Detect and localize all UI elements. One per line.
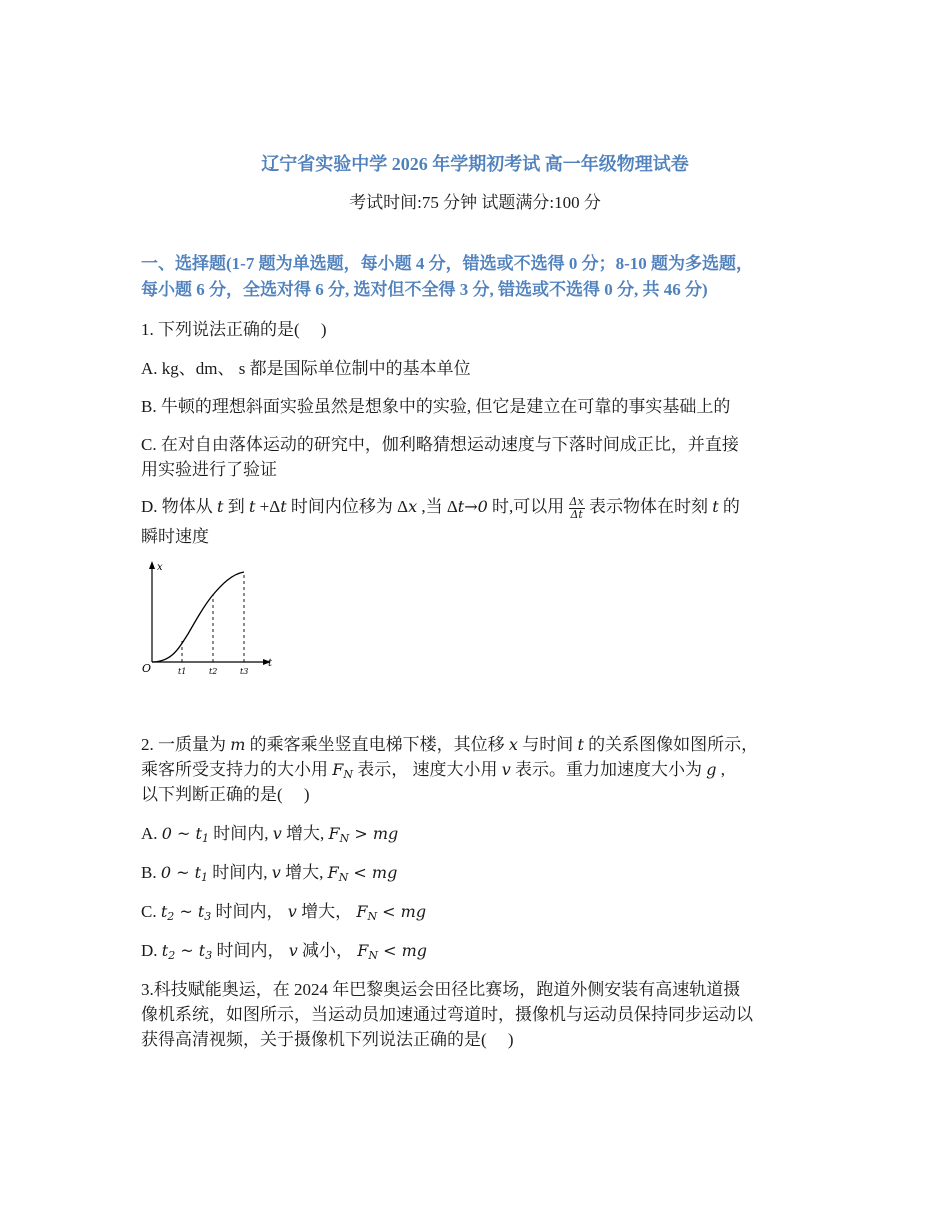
q1-d-text: D. 物体从: [141, 497, 218, 516]
option-math: t: [197, 902, 205, 921]
q1-d-math: t: [280, 497, 287, 516]
q1-option-c-line2: 用实验进行了验证: [141, 460, 277, 479]
graph-x-label: t: [268, 658, 273, 669]
q1-d-text: 表示物体在时刻: [584, 497, 713, 516]
option-math: v: [288, 941, 298, 960]
q2-option-c: [141, 897, 426, 923]
fraction-denominator: Δt: [570, 507, 583, 521]
q1-option-c-line1: C. 在对自由落体运动的研究中，伽利略猜想运动速度与下落时间成正比，并直接: [141, 435, 739, 454]
q2-math: x: [508, 735, 518, 754]
option-text: 增大，: [296, 902, 357, 921]
q1-d-math: t: [248, 497, 256, 516]
q1-d-text: +Δ: [255, 497, 281, 516]
option-math-sub: 1: [201, 832, 209, 845]
graph-y-arrow: [149, 561, 155, 569]
q3-stem-line1: 3.科技赋能奥运，在 2024 年巴黎奥运会田径比赛场，跑道外侧安装有高速轨道摄: [141, 980, 741, 999]
q2-text: 与时间: [517, 735, 578, 754]
q2-option-b: [141, 858, 397, 884]
option-math: 0 ~: [161, 824, 196, 843]
q2-text: ,: [716, 760, 726, 779]
section-heading: [141, 251, 841, 303]
q1-d-text: 到: [223, 497, 249, 516]
option-math-sub: N: [368, 949, 379, 962]
option-math: < mg: [348, 863, 398, 882]
q3-stem-line3: 获得高清视频，关于摄像机下列说法正确的是( ): [141, 1030, 514, 1049]
q2-math: F: [332, 760, 344, 779]
q2-stem-line3: 以下判断正确的是( ): [141, 785, 310, 804]
option-math: < mg: [378, 941, 428, 960]
graph-y-label: x: [157, 562, 163, 573]
option-math-sub: N: [367, 910, 378, 923]
section-heading-line2: 每小题 6 分，全选对得 6 分, 选对但不全得 3 分, 错选或不选得 0 分, 共 46 分): [141, 280, 708, 299]
q1-d-math: t→0: [457, 497, 488, 516]
option-math: v: [272, 824, 282, 843]
q2-math: v: [501, 760, 511, 779]
q1-option-b: B. 牛顿的理想斜面实验虽然是想象中的实验, 但它是建立在可靠的事实基础上的: [141, 397, 731, 416]
q1-d-text: 的: [718, 497, 740, 516]
option-math: F: [328, 824, 340, 843]
graph-tick-t3: t3: [240, 667, 249, 676]
q2-text: 表示， 速度大小用: [352, 760, 502, 779]
exam-title: 辽宁省实验中学 2026 年学期初考试 高一年级物理试卷: [261, 154, 689, 174]
q1-stem: 1. 下列说法正确的是( ): [141, 320, 327, 339]
q2-math-sub: N: [343, 768, 353, 781]
option-text: 时间内,: [208, 863, 272, 882]
option-math: t: [160, 902, 168, 921]
option-math: t: [198, 941, 206, 960]
graph-origin: O: [142, 662, 152, 675]
q1-d-text: 时,可以用: [487, 497, 569, 516]
option-math-sub: 2: [167, 910, 175, 923]
option-math-sub: N: [339, 832, 350, 845]
option-text: 增大,: [280, 863, 328, 882]
option-math: < mg: [377, 902, 427, 921]
q2-option-a: [141, 819, 398, 845]
option-math: v: [287, 902, 297, 921]
q1-d-math: t: [712, 497, 719, 516]
option-math: t: [194, 863, 202, 882]
graph-tick-t2: t2: [209, 667, 218, 676]
q2-math: g: [706, 760, 717, 779]
q2-math: m: [230, 735, 246, 754]
q2-text: 乘客所受支持力的大小用: [141, 760, 333, 779]
option-text: 减小，: [297, 941, 358, 960]
option-letter: D.: [141, 941, 162, 960]
section-heading-line1: 一、选择题(1-7 题为单选题，每小题 4 分，错选或不选得 0 分；8-10 题为多选题，: [141, 254, 753, 273]
option-math: t: [161, 941, 169, 960]
exam-subtitle: 考试时间:75 分钟 试题满分:100 分: [349, 193, 601, 212]
graph-curve: [152, 572, 244, 662]
q3-stem-line2: 像机系统，如图所示，当运动员加速通过弯道时，摄像机与运动员保持同步运动以: [141, 1005, 753, 1024]
q2-option-d: [141, 936, 427, 962]
option-math-sub: 3: [204, 910, 212, 923]
option-math: ~: [174, 902, 198, 921]
q2-text: 表示。重力加速度大小为: [510, 760, 707, 779]
option-math: v: [271, 863, 281, 882]
option-letter: A.: [141, 824, 162, 843]
q1-option-d-line2: 瞬时速度: [141, 527, 209, 546]
option-text: 时间内，: [211, 902, 288, 921]
option-math-sub: 2: [168, 949, 176, 962]
graph-tick-t1: t1: [178, 667, 187, 676]
option-text: 时间内，: [212, 941, 289, 960]
q1-d-text: ,当 Δ: [417, 497, 458, 516]
option-math: 0 ~: [160, 863, 195, 882]
fraction-numerator: Δx: [569, 494, 584, 508]
option-letter: C.: [141, 902, 161, 921]
option-math-sub: 3: [205, 949, 213, 962]
option-math: ~: [175, 941, 199, 960]
q1-d-fraction: [569, 496, 585, 521]
q1-d-text: 时间内位移为 Δ: [286, 497, 409, 516]
q2-text: 2. 一质量为: [141, 735, 231, 754]
option-text: 增大,: [281, 824, 329, 843]
q2-text: 的关系图像如图所示，: [583, 735, 759, 754]
q1-d-math: t: [217, 497, 224, 516]
q1-option-a: A. kg、dm、 s 都是国际单位制中的基本单位: [141, 359, 471, 378]
option-math: F: [357, 941, 369, 960]
q2-stem-line2: [141, 755, 725, 781]
q2-text: 的乘客乘坐竖直电梯下楼，其位移: [245, 735, 509, 754]
option-math: t: [195, 824, 202, 843]
option-letter: B.: [141, 863, 161, 882]
option-math: F: [327, 863, 339, 882]
option-math-sub: N: [338, 871, 349, 884]
x-t-graph: [138, 558, 278, 680]
option-text: 时间内,: [208, 824, 273, 843]
option-math: > mg: [349, 824, 399, 843]
q1-d-math: x: [408, 497, 418, 516]
q2-stem-line1: [141, 730, 758, 755]
q1-option-d-line1: [141, 492, 740, 521]
option-math-sub: 1: [201, 871, 209, 884]
q2-math: t: [577, 735, 584, 754]
option-math: F: [356, 902, 368, 921]
